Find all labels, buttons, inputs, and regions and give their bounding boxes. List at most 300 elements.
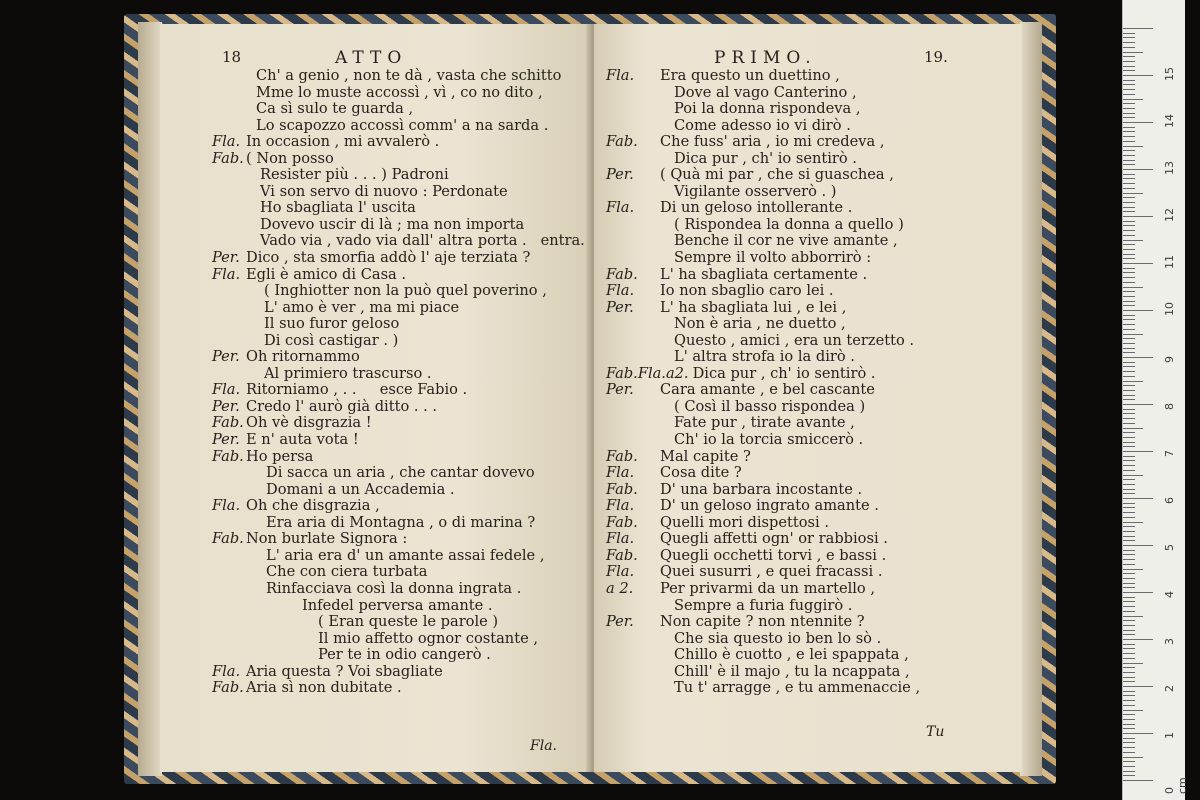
text-line — [606, 564, 920, 581]
ruler-tick — [1123, 428, 1143, 429]
verse-text: Non è aria , ne duetto , — [674, 315, 846, 333]
ruler-tick — [1123, 75, 1153, 76]
speaker-label: Fla. — [606, 530, 635, 548]
ruler-tick — [1123, 61, 1135, 62]
ruler-tick — [1123, 630, 1135, 631]
ruler-tick — [1123, 263, 1153, 264]
verse-text: D' una barbara incostante . — [660, 480, 863, 498]
verse-text: Come adesso io vi dirò . — [674, 116, 851, 134]
text-line — [212, 515, 585, 532]
text-line — [606, 498, 920, 515]
speaker-label: Per. — [212, 348, 240, 366]
ruler-tick — [1123, 554, 1135, 555]
ruler-tick — [1123, 178, 1135, 179]
text-line — [212, 432, 585, 449]
ruler-number: 0 cm — [1163, 777, 1189, 794]
ruler-number: 15 — [1163, 67, 1176, 81]
verse-text: Quegli affetti ogn' or rabbiosi . — [660, 530, 888, 548]
ruler-tick — [1123, 282, 1135, 283]
ruler-number: 14 — [1163, 114, 1176, 128]
ruler-tick — [1123, 84, 1135, 85]
speaker-label: Fab. — [606, 480, 638, 498]
ruler-tick — [1123, 254, 1135, 255]
ruler-tick — [1123, 127, 1135, 128]
ruler-tick — [1123, 113, 1135, 114]
text-line — [212, 151, 585, 168]
ruler-number: 11 — [1163, 255, 1176, 269]
ruler-tick — [1123, 573, 1135, 574]
text-line — [606, 333, 920, 350]
ruler-tick — [1123, 287, 1143, 288]
ruler-tick — [1123, 625, 1135, 626]
text-line — [212, 134, 585, 151]
verse-text: Domani a un Accademia . — [266, 480, 455, 498]
verse-text: Questo , amici , era un terzetto . — [674, 331, 915, 349]
ruler-tick — [1123, 667, 1135, 668]
ruler-tick — [1123, 399, 1135, 400]
ruler-tick — [1123, 277, 1135, 278]
ruler-tick — [1123, 94, 1135, 95]
ruler-tick — [1123, 296, 1135, 297]
ruler-tick — [1123, 639, 1153, 640]
ruler-tick — [1123, 658, 1135, 659]
text-line — [606, 250, 920, 267]
verse-text: Mme lo muste accossì , vì , co no dito , — [256, 83, 543, 101]
text-line — [606, 300, 920, 317]
verse-text: Oh ritornammo — [246, 348, 360, 366]
ruler-tick — [1123, 249, 1135, 250]
verse-text: Vado via , vado via dall' altra porta . entra. — [260, 232, 585, 250]
speaker-label: Fla. — [606, 67, 635, 84]
verse-text: Quegli occhetti torvi , e bassi . — [660, 546, 887, 564]
verse-text: Non capite ? non ntennite ? — [660, 613, 865, 631]
verse-text: E n' auta vota ! — [246, 431, 359, 449]
text-line — [212, 482, 585, 499]
ruler-tick — [1123, 503, 1135, 504]
ruler-tick — [1123, 611, 1135, 612]
speaker-label: Fab. — [606, 513, 638, 531]
text-line — [212, 664, 585, 681]
ruler-tick — [1123, 244, 1135, 245]
text-line — [212, 465, 585, 482]
text-line — [606, 283, 920, 300]
text-line — [606, 85, 920, 102]
ruler-tick — [1123, 28, 1153, 29]
speaker-label: Per. — [212, 249, 240, 267]
verse-text: Lo scapozzo accossì comm' a na sarda . — [256, 116, 549, 134]
verse-text: Dovevo uscir di là ; ma non importa — [260, 215, 525, 233]
text-line — [606, 267, 920, 284]
text-line — [606, 200, 920, 217]
ruler-tick — [1123, 761, 1135, 762]
ruler-tick — [1123, 719, 1135, 720]
ruler-tick — [1123, 141, 1135, 142]
ruler-tick — [1123, 418, 1135, 419]
ruler-tick — [1123, 413, 1135, 414]
ruler-tick — [1123, 507, 1135, 508]
ruler-tick — [1123, 409, 1135, 410]
text-line — [606, 134, 920, 151]
ruler-tick — [1123, 70, 1135, 71]
ruler-number: 5 — [1163, 544, 1176, 551]
ruler-tick — [1123, 601, 1135, 602]
text-line — [606, 349, 920, 366]
text-line — [606, 101, 920, 118]
right-page-text — [606, 68, 920, 697]
ruler-tick — [1123, 738, 1135, 739]
text-line — [212, 333, 585, 350]
speaker-label: Fla. — [606, 464, 635, 482]
ruler-tick — [1123, 188, 1135, 189]
text-line — [212, 250, 585, 267]
right-page — [594, 24, 1022, 772]
ruler-tick — [1123, 235, 1135, 236]
verse-text: ( Così il basso rispondea ) — [674, 397, 866, 415]
text-line — [606, 548, 920, 565]
speaker-label: Fla. — [212, 133, 241, 151]
ruler-tick — [1123, 456, 1135, 457]
verse-text: Ch' a genio , non te dà , vasta che schitto — [256, 67, 562, 84]
text-line — [212, 581, 585, 598]
ruler-tick — [1123, 465, 1135, 466]
ruler-tick — [1123, 569, 1143, 570]
ruler-tick — [1123, 37, 1135, 38]
verse-text: Per te in odio cangerò . — [318, 646, 491, 664]
speaker-label: Fab. — [212, 149, 244, 167]
ruler-number: 7 — [1163, 450, 1176, 457]
ruler-tick — [1123, 362, 1135, 363]
ruler-tick — [1123, 381, 1143, 382]
ruler-tick — [1123, 634, 1135, 635]
speaker-label: Fab. — [212, 530, 244, 548]
text-line — [606, 399, 920, 416]
ruler-tick — [1123, 583, 1135, 584]
ruler-tick — [1123, 644, 1135, 645]
ruler-number: 6 — [1163, 497, 1176, 504]
ruler-number: 2 — [1163, 685, 1176, 692]
speaker-label: Fla. — [212, 265, 241, 283]
verse-text: ( Non posso — [246, 149, 334, 167]
ruler-tick — [1123, 663, 1143, 664]
text-line — [606, 382, 920, 399]
ruler-tick — [1123, 117, 1135, 118]
ruler-tick — [1123, 498, 1153, 499]
verse-text: Ch' io la torcia smiccerò . — [674, 431, 864, 449]
ruler-tick — [1123, 343, 1135, 344]
text-line — [212, 167, 585, 184]
ruler-tick — [1123, 437, 1135, 438]
ruler-tick — [1123, 606, 1135, 607]
left-page-text — [212, 68, 585, 697]
ruler-tick — [1123, 240, 1143, 241]
ruler-tick — [1123, 733, 1153, 734]
speaker-label: Per. — [606, 381, 634, 399]
verse-text: L' amo è ver , ma mi piace — [264, 298, 460, 316]
right-running-head: PRIMO. — [714, 48, 817, 68]
ruler-tick — [1123, 371, 1135, 372]
ruler-tick — [1123, 258, 1135, 259]
speaker-label: Fla. — [606, 282, 635, 300]
speaker-label: Fab. — [606, 265, 638, 283]
verse-text: In occasion , mi avvalerò . — [246, 133, 440, 151]
ruler-tick — [1123, 648, 1135, 649]
ruler-tick — [1123, 324, 1135, 325]
text-line — [212, 498, 585, 515]
verse-text: Aria sì non dubitate . — [246, 679, 402, 697]
text-line — [212, 647, 585, 664]
left-running-head: ATTO — [335, 48, 408, 68]
ruler-tick — [1123, 164, 1135, 165]
ruler-tick — [1123, 771, 1135, 772]
verse-text: D' un geloso ingrato amante . — [660, 497, 879, 515]
speaker-label: Fab.Fla.a2. — [606, 364, 689, 382]
ruler-tick — [1123, 616, 1143, 617]
text-line — [212, 267, 585, 284]
verse-text: Ritorniamo , . . esce Fabio . — [246, 381, 468, 399]
ruler-tick — [1123, 301, 1135, 302]
verse-text: Ho persa — [246, 447, 314, 465]
verse-text: L' ha sbagliata lui , e lei , — [660, 298, 847, 316]
ruler-number: 3 — [1163, 638, 1176, 645]
ruler-number: 4 — [1163, 591, 1176, 598]
text-line — [606, 167, 920, 184]
speaker-label: Fla. — [212, 662, 241, 680]
text-line — [606, 664, 920, 681]
ruler-tick — [1123, 479, 1135, 480]
ruler-tick — [1123, 338, 1135, 339]
ruler-tick — [1123, 484, 1135, 485]
ruler-tick — [1123, 423, 1135, 424]
ruler-tick — [1123, 475, 1143, 476]
ruler-tick — [1123, 780, 1153, 781]
ruler-tick — [1123, 677, 1135, 678]
ruler-tick — [1123, 291, 1135, 292]
speaker-label: Fla. — [606, 497, 635, 515]
text-line — [606, 531, 920, 548]
ruler-tick — [1123, 587, 1135, 588]
speaker-label: Per. — [212, 431, 240, 449]
text-line — [212, 68, 585, 85]
ruler-tick — [1123, 691, 1135, 692]
ruler-tick — [1123, 522, 1143, 523]
ruler-tick — [1123, 620, 1135, 621]
ruler-tick — [1123, 747, 1135, 748]
verse-text: Credo l' aurò già ditto . . . — [246, 397, 438, 415]
verse-text: Quei susurri , e quei fracassi . — [660, 563, 883, 581]
ruler-tick — [1123, 305, 1135, 306]
left-page — [160, 24, 590, 772]
ruler-tick — [1123, 536, 1135, 537]
verse-text: Dove al vago Canterino , — [674, 83, 857, 101]
ruler-tick — [1123, 230, 1135, 231]
ruler-tick — [1123, 395, 1135, 396]
ruler-tick — [1123, 592, 1153, 593]
verse-text: L' ha sbagliata certamente . — [660, 265, 868, 283]
text-line — [606, 482, 920, 499]
text-line — [212, 531, 585, 548]
speaker-label: Fla. — [606, 563, 635, 581]
ruler-tick — [1123, 710, 1143, 711]
ruler-tick — [1123, 315, 1135, 316]
speaker-label: Fab. — [606, 133, 638, 151]
measurement-ruler — [1122, 0, 1189, 800]
ruler-tick — [1123, 155, 1135, 156]
verse-text: ( Inghiotter non la può quel poverino , — [264, 282, 547, 300]
verse-text: Di sacca un aria , che cantar dovevo — [266, 464, 535, 482]
text-line — [212, 101, 585, 118]
verse-text: Infedel perversa amante . — [302, 596, 493, 614]
text-line — [606, 465, 920, 482]
speaker-label: Fla. — [212, 381, 241, 399]
ruler-tick — [1123, 714, 1135, 715]
text-line — [212, 382, 585, 399]
speaker-label: Fab. — [212, 414, 244, 432]
ruler-tick — [1123, 390, 1135, 391]
left-page-number: 18 — [222, 48, 242, 66]
verse-text: Resister più . . . ) Padroni — [260, 166, 449, 184]
ruler-tick — [1123, 122, 1153, 123]
verse-text: Vi son servo di nuovo : Perdonate — [260, 182, 508, 200]
verse-text: Dica pur , ch' io sentirò . — [692, 364, 876, 382]
ruler-tick — [1123, 80, 1135, 81]
verse-text: Per privarmi da un martello , — [660, 579, 876, 597]
ruler-tick — [1123, 319, 1135, 320]
verse-text: Che con ciera turbata — [266, 563, 428, 581]
text-line — [606, 680, 920, 697]
ruler-tick — [1123, 42, 1135, 43]
verse-text: Tu t' arragge , e tu ammenaccie , — [674, 679, 921, 697]
text-line — [606, 366, 920, 383]
ruler-number: 10 — [1163, 302, 1176, 316]
ruler-tick — [1123, 131, 1135, 132]
verse-text: Ho sbagliata l' uscita — [260, 199, 416, 217]
ruler-tick — [1123, 136, 1135, 137]
speaker-label: Per. — [606, 613, 634, 631]
text-line — [212, 316, 585, 333]
text-line — [606, 432, 920, 449]
ruler-number: 12 — [1163, 208, 1176, 222]
verse-text: Sempre il volto abborrirò : — [674, 249, 872, 267]
verse-text: Aria questa ? Voi sbagliate — [246, 662, 443, 680]
ruler-tick — [1123, 653, 1135, 654]
speaker-label: a 2. — [606, 579, 634, 597]
ruler-tick — [1123, 66, 1135, 67]
text-line — [606, 631, 920, 648]
text-line — [606, 184, 920, 201]
text-line — [212, 614, 585, 631]
verse-text: Il suo furor geloso — [264, 315, 400, 333]
text-line — [212, 564, 585, 581]
verse-text: Che fuss' aria , io mi credeva , — [660, 133, 885, 151]
verse-text: Era questo un duettino , — [660, 67, 840, 84]
text-line — [212, 631, 585, 648]
ruler-tick — [1123, 550, 1135, 551]
text-line — [212, 548, 585, 565]
verse-text: Dico , sta smorfia addò l' aje terziata ? — [246, 249, 531, 267]
ruler-tick — [1123, 89, 1135, 90]
verse-text: Egli è amico di Casa . — [246, 265, 407, 283]
verse-text: Era aria di Montagna , o di marina ? — [266, 513, 536, 531]
speaker-label: Fab. — [606, 447, 638, 465]
text-line — [212, 415, 585, 432]
ruler-tick — [1123, 695, 1135, 696]
speaker-label: Fab. — [606, 546, 638, 564]
ruler-tick — [1123, 517, 1135, 518]
text-line — [212, 118, 585, 135]
ruler-tick — [1123, 193, 1143, 194]
verse-text: Di così castigar . ) — [264, 331, 399, 349]
text-line — [212, 184, 585, 201]
verse-text: Vigilante osserverò . ) — [674, 182, 837, 200]
verse-text: Che sia questo io ben lo sò . — [674, 629, 882, 647]
verse-text: Cara amante , e bel cascante — [660, 381, 875, 399]
text-line — [212, 349, 585, 366]
verse-text: Oh vè disgrazia ! — [246, 414, 372, 432]
ruler-tick — [1123, 56, 1135, 57]
ruler-tick — [1123, 99, 1143, 100]
ruler-tick — [1123, 108, 1135, 109]
verse-text: Fate pur , tirate avante , — [674, 414, 855, 432]
verse-text: Cosa dite ? — [660, 464, 742, 482]
ruler-tick — [1123, 526, 1135, 527]
text-line — [606, 581, 920, 598]
text-line — [606, 217, 920, 234]
text-line — [212, 680, 585, 697]
verse-text: Benche il cor ne vive amante , — [674, 232, 898, 250]
text-line — [212, 217, 585, 234]
left-page-edges — [138, 22, 162, 776]
ruler-tick — [1123, 197, 1135, 198]
ruler-tick — [1123, 169, 1153, 170]
verse-text: Chill' è il majo , tu la ncappata , — [674, 662, 910, 680]
text-line — [212, 283, 585, 300]
ruler-tick — [1123, 766, 1135, 767]
ruler-tick — [1123, 451, 1153, 452]
ruler-tick — [1123, 103, 1135, 104]
ruler-tick — [1123, 672, 1135, 673]
text-line — [606, 151, 920, 168]
ruler-number: 8 — [1163, 403, 1176, 410]
ruler-tick — [1123, 404, 1153, 405]
text-line — [606, 233, 920, 250]
ruler-tick — [1123, 512, 1135, 513]
speaker-label: Fla. — [212, 497, 241, 515]
text-line — [212, 449, 585, 466]
ruler-tick — [1123, 564, 1135, 565]
ruler-tick — [1123, 310, 1153, 311]
verse-text: Io non sbaglio caro lei . — [660, 282, 834, 300]
ruler-tick — [1123, 578, 1135, 579]
text-line — [212, 85, 585, 102]
ruler-tick — [1123, 531, 1135, 532]
ruler-tick — [1123, 202, 1135, 203]
ruler-tick — [1123, 752, 1135, 753]
speaker-label: Per. — [606, 166, 634, 184]
verse-text: Al primiero trascurso . — [264, 364, 432, 382]
right-page-number: 19. — [924, 48, 948, 66]
verse-text: Poi la donna rispondeva , — [674, 100, 861, 118]
ruler-tick — [1123, 150, 1135, 151]
ruler-number: 13 — [1163, 161, 1176, 175]
text-line — [606, 598, 920, 615]
ruler-tick — [1123, 47, 1135, 48]
verse-text: Ca sì sulo te guarda , — [256, 100, 414, 118]
text-line — [606, 515, 920, 532]
ruler-tick — [1123, 728, 1135, 729]
text-line — [606, 415, 920, 432]
ruler-tick — [1123, 540, 1135, 541]
text-line — [212, 366, 585, 383]
